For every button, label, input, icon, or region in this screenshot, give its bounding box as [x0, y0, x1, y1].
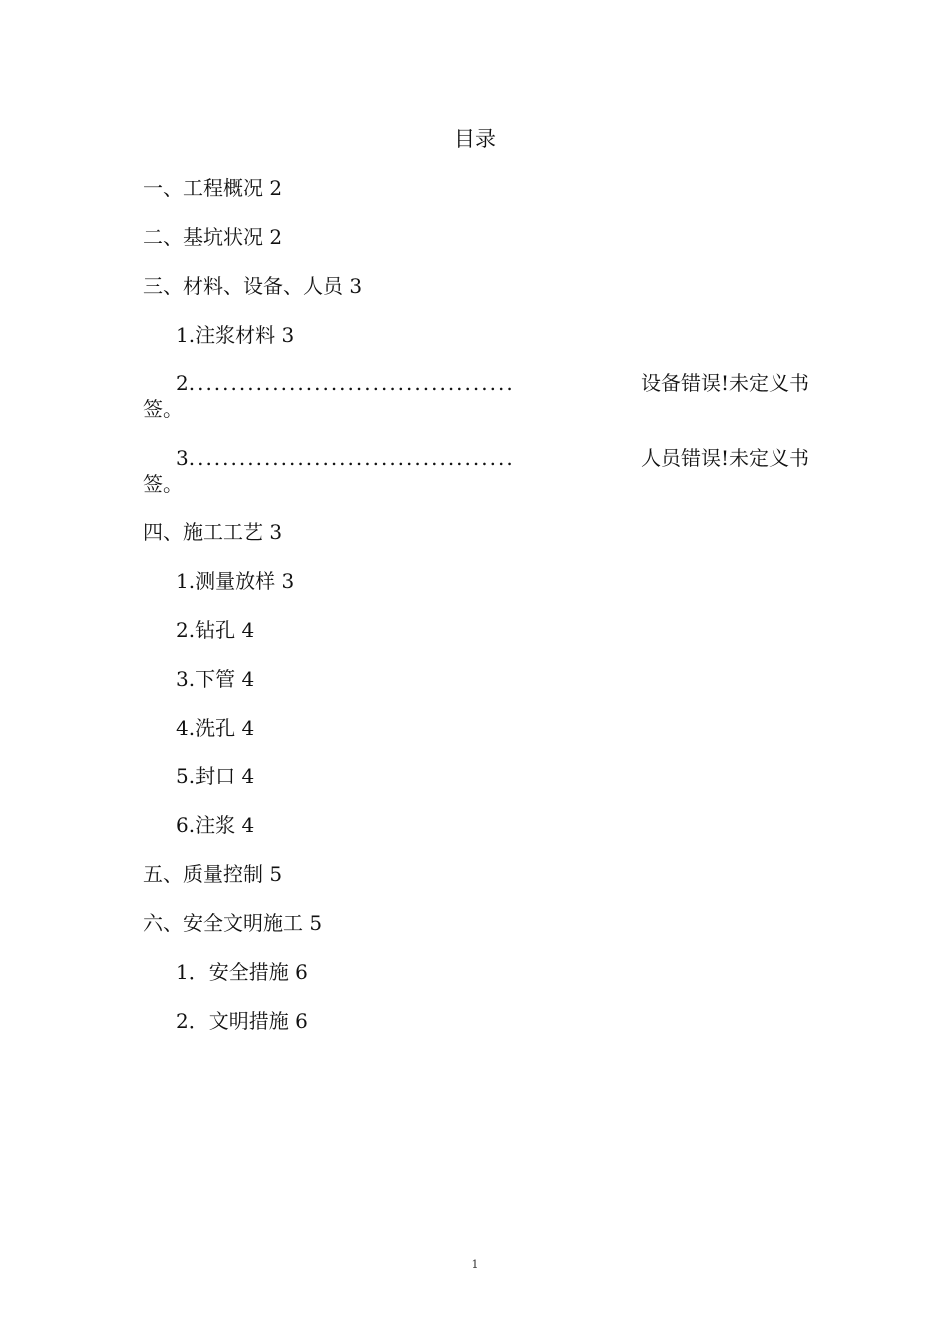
toc-entry-foundation-pit[interactable]: 二、基坑状况 2	[143, 225, 283, 249]
toc-entry-construction-process[interactable]: 四、施工工艺 3	[143, 520, 283, 544]
toc-entry-civilized-measures[interactable]: 2．文明措施 6	[176, 1009, 308, 1033]
toc-entry-error-text: 设备错误!未定义书	[640, 371, 809, 395]
toc-entry-materials-equipment-personnel[interactable]: 三、材料、设备、人员 3	[143, 274, 363, 298]
toc-leader-dots: ......................................	[197, 446, 515, 470]
toc-entry-quality-control[interactable]: 五、质量控制 5	[143, 862, 283, 886]
toc-entry-hole-cleaning[interactable]: 4.洗孔 4	[176, 716, 255, 740]
toc-entry-number: 3.	[176, 446, 196, 470]
toc-entry-safe-civilized-construction[interactable]: 六、安全文明施工 5	[143, 911, 323, 935]
toc-entry-safety-measures[interactable]: 1．安全措施 6	[176, 960, 308, 984]
toc-entry-continuation: 签。	[143, 472, 183, 496]
page-number: 1	[471, 1258, 479, 1271]
toc-entry-survey-layout[interactable]: 1.测量放样 3	[176, 569, 295, 593]
toc-entry-grouting[interactable]: 6.注浆 4	[176, 813, 255, 837]
page-title: 目录	[454, 127, 496, 151]
toc-entry-number: 2.	[176, 371, 196, 395]
toc-entry-personnel[interactable]	[143, 445, 809, 497]
toc-entry-project-overview[interactable]: 一、工程概况 2	[143, 176, 283, 200]
toc-entry-equipment[interactable]	[143, 370, 809, 422]
toc-entry-continuation: 签。	[143, 397, 183, 421]
toc-leader-dots: ......................................	[197, 371, 515, 395]
toc-entry-pipe-installation[interactable]: 3.下管 4	[176, 667, 255, 691]
toc-entry-error-text: 人员错误!未定义书	[640, 446, 809, 470]
toc-entry-grouting-materials[interactable]: 1.注浆材料 3	[176, 323, 295, 347]
toc-entry-sealing[interactable]: 5.封口 4	[176, 764, 255, 788]
toc-entry-drilling[interactable]: 2.钻孔 4	[176, 618, 255, 642]
